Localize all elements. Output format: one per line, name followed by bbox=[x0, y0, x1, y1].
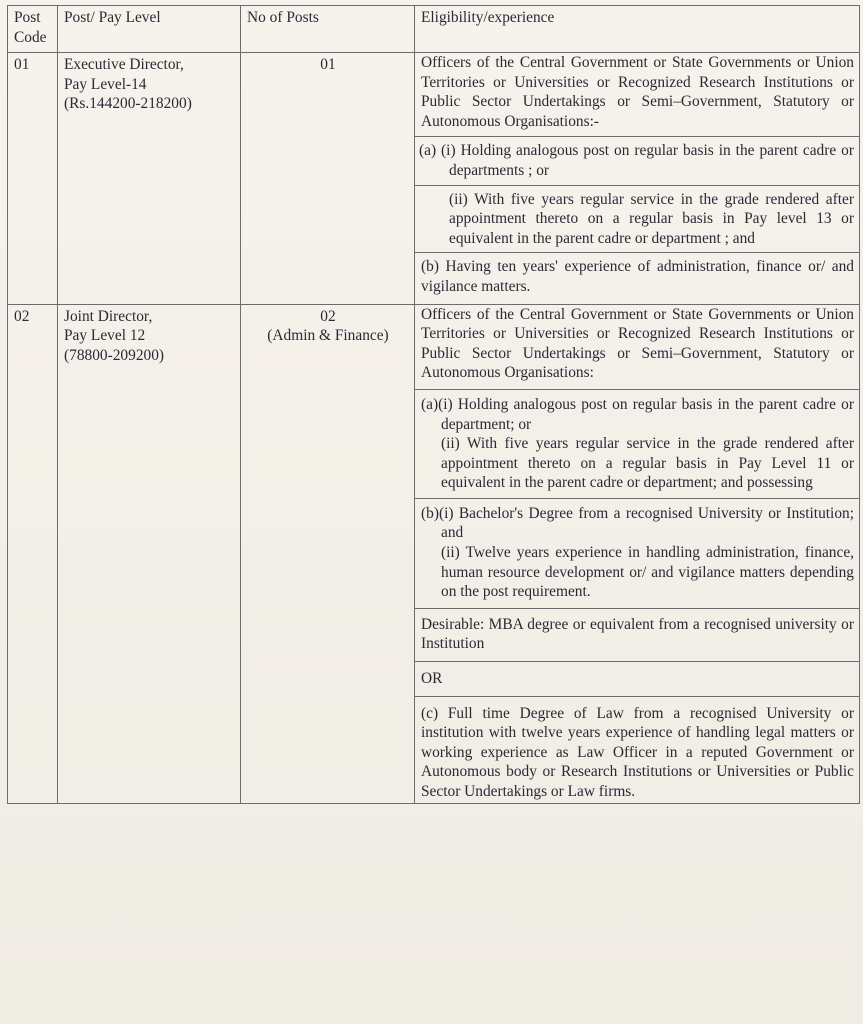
table-header-row bbox=[8, 6, 860, 53]
no-of-posts-cell bbox=[241, 53, 415, 305]
eligibility-desirable: Desirable: MBA degree or equivalent from a recognised university or Institution bbox=[415, 609, 859, 662]
eligibility-clause-c: (c) Full time Degree of Law from a recognised University or institution with twelve years experience of handling legal matters or working experience as Law Officer in a reputed Government or Autonomous body or Research Institutions or Universities or Public Sector Undertakings or Law firms. bbox=[421, 704, 854, 800]
eligibility-a-ii: (ii) With five years regular service in the grade rendered after appointment thereto on a regular basis in Pay Level 11 or equivalent in the parent cadre or department; and possessing bbox=[441, 435, 854, 492]
eligibility-cell bbox=[415, 304, 860, 803]
header-post-pay-level: Post/ Pay Level bbox=[58, 6, 241, 53]
pay-scale: (78800-209200) bbox=[64, 346, 165, 364]
eligibility-clause-a bbox=[415, 137, 859, 185]
no-of-posts: 02 bbox=[320, 307, 336, 325]
post-department: (Admin & Finance) bbox=[267, 327, 389, 345]
table-row bbox=[8, 53, 860, 305]
eligibility-clause-b bbox=[415, 499, 859, 609]
eligibility-intro: Officers of the Central Government or State Governments or Union Territories or Universities or Recognized Research Institutions or Public Sector Undertakings or Semi–Government, Statutory or Autonomous Organisations: bbox=[415, 305, 859, 390]
pay-level: Pay Level 12 bbox=[64, 327, 146, 345]
eligibility-a-ii: (ii) With five years regular service in the grade rendered after appointment thereto on a regular basis in Pay level 13 or equivalent in the parent cadre or department ; and bbox=[449, 190, 854, 247]
no-of-posts-cell bbox=[241, 304, 415, 803]
eligibility-clause-a-ii bbox=[415, 186, 859, 254]
header-no-of-posts: No of Posts bbox=[241, 6, 415, 53]
eligibility-table bbox=[7, 5, 860, 804]
eligibility-intro: Officers of the Central Government or State Governments or Union Territories or Universities or Recognized Research Institutions or Public Sector Undertakings or Semi–Government, Statutory or Autonomous Organisations:- bbox=[415, 53, 859, 137]
post-code-cell: 02 bbox=[8, 304, 58, 803]
post-title: Joint Director, bbox=[64, 307, 153, 325]
no-of-posts: 01 bbox=[320, 56, 336, 73]
eligibility-cell bbox=[415, 53, 860, 305]
post-title: Executive Director, bbox=[64, 56, 184, 73]
eligibility-a-i: (a)(i) Holding analogous post on regular basis in the parent cadre or department; or bbox=[421, 395, 854, 433]
post-code-cell: 01 bbox=[8, 53, 58, 305]
eligibility-b-ii: (ii) Twelve years experience in handling administration, finance, human resource development or/ and vigilance matters depending on the post requirement. bbox=[441, 544, 854, 601]
pay-level: Pay Level-14 bbox=[64, 75, 147, 93]
eligibility-or: OR bbox=[415, 662, 859, 697]
post-pay-level-cell bbox=[58, 304, 241, 803]
pay-scale: (Rs.144200-218200) bbox=[64, 95, 192, 113]
eligibility-b-i: (b)(i) Bachelor's Degree from a recognised University or Institution; and bbox=[421, 504, 854, 542]
header-post-code: Post Code bbox=[8, 6, 58, 53]
post-pay-level-cell bbox=[58, 53, 241, 305]
eligibility-clause-b: (b) Having ten years' experience of administration, finance or/ and vigilance matters. bbox=[421, 258, 854, 295]
eligibility-a-i: (a) (i) Holding analogous post on regular basis in the parent cadre or departments ; or bbox=[419, 142, 854, 179]
eligibility-clause-a bbox=[415, 390, 859, 499]
table-row bbox=[8, 304, 860, 803]
header-eligibility: Eligibility/experience bbox=[415, 6, 860, 53]
